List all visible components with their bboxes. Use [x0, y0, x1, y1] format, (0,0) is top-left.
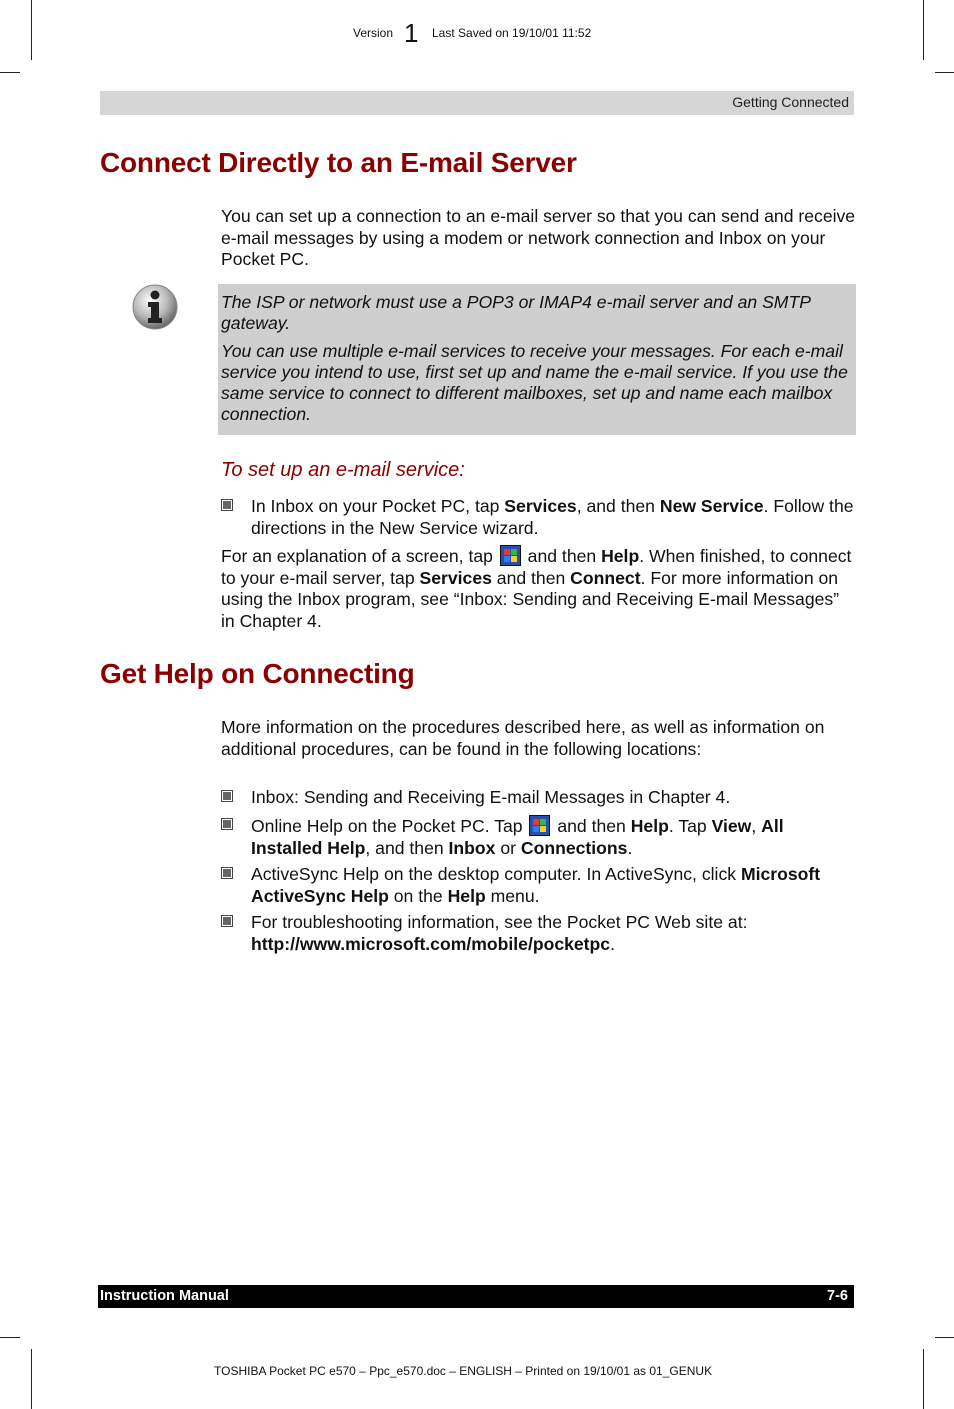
crop-mark	[935, 1337, 954, 1338]
crop-mark	[31, 1349, 32, 1409]
bullet-icon	[221, 499, 233, 511]
crop-mark	[923, 1349, 924, 1409]
running-footer	[98, 1285, 854, 1308]
section-name: Getting Connected	[732, 94, 849, 110]
crop-mark	[0, 1337, 20, 1338]
running-header	[100, 91, 854, 115]
section-title: Get Help on Connecting	[100, 658, 415, 689]
page-number: 7-6	[827, 1288, 848, 1304]
list-item-text: ActiveSync Help on the desktop computer. In ActiveSync, click Microsoft ActiveSync Help on the Help menu.	[251, 864, 821, 906]
bullet-icon	[221, 867, 233, 879]
last-saved: Last Saved on 19/10/01 11:52	[432, 26, 592, 40]
procedure-heading: To set up an e-mail service:	[221, 459, 465, 481]
crop-mark	[0, 72, 20, 73]
paragraph: For an explanation of a screen, tap and then Help. When finished, to connect to your e-mail server, tap Services and then Connect. For more information on using the Inbox program, see “Inbox: Sending and Receiving E-mail Messages” in Chapter 4.	[221, 546, 852, 631]
version-number: 1	[404, 18, 419, 48]
windows-start-icon	[500, 545, 521, 566]
print-info: TOSHIBA Pocket PC e570 – Ppc_e570.doc – ENGLISH – Printed on 19/10/01 as 01_GENUK	[214, 1364, 713, 1378]
note-text: The ISP or network must use a POP3 or IMAP4 e-mail server and an SMTP gateway.	[221, 292, 811, 333]
manual-title: Instruction Manual	[100, 1288, 229, 1304]
version-line	[0, 18, 954, 48]
bullet-icon	[221, 818, 233, 830]
paragraph: More information on the procedures described here, as well as information on additional procedures, can be found in the following locations:	[221, 717, 825, 759]
list-item-text: For troubleshooting information, see the Pocket PC Web site at: http://www.microsoft.com/mobile/pocketpc.	[251, 912, 748, 954]
note-text: You can use multiple e-mail services to receive your messages. For each e-mail service you intend to use, first set up and name the e-mail service. If you use the same service to connect to different mailboxes, set up and name each mailbox connection.	[221, 341, 848, 424]
section-title: Connect Directly to an E-mail Server	[100, 147, 577, 178]
version-label: Version	[353, 26, 394, 40]
web-link[interactable]: http://www.microsoft.com/mobile/pocketpc	[251, 933, 611, 954]
info-icon	[131, 283, 179, 331]
bullet-icon	[221, 915, 233, 927]
windows-start-icon	[529, 815, 550, 836]
list-item-text: Online Help on the Pocket PC. Tap and then Help. Tap View, All Installed Help, and then Inbox or Connections.	[251, 816, 784, 858]
crop-mark	[935, 72, 954, 73]
bullet-icon	[221, 790, 233, 802]
note-box	[218, 284, 856, 435]
paragraph: You can set up a connection to an e-mail server so that you can send and receive e-mail messages by using a modem or network connection and Inbox on your Pocket PC.	[221, 206, 856, 269]
list-item-text: Inbox: Sending and Receiving E-mail Messages in Chapter 4.	[251, 787, 731, 807]
list-item-text: In Inbox on your Pocket PC, tap Services, and then New Service. Follow the directions in the New Service wizard.	[251, 496, 854, 538]
